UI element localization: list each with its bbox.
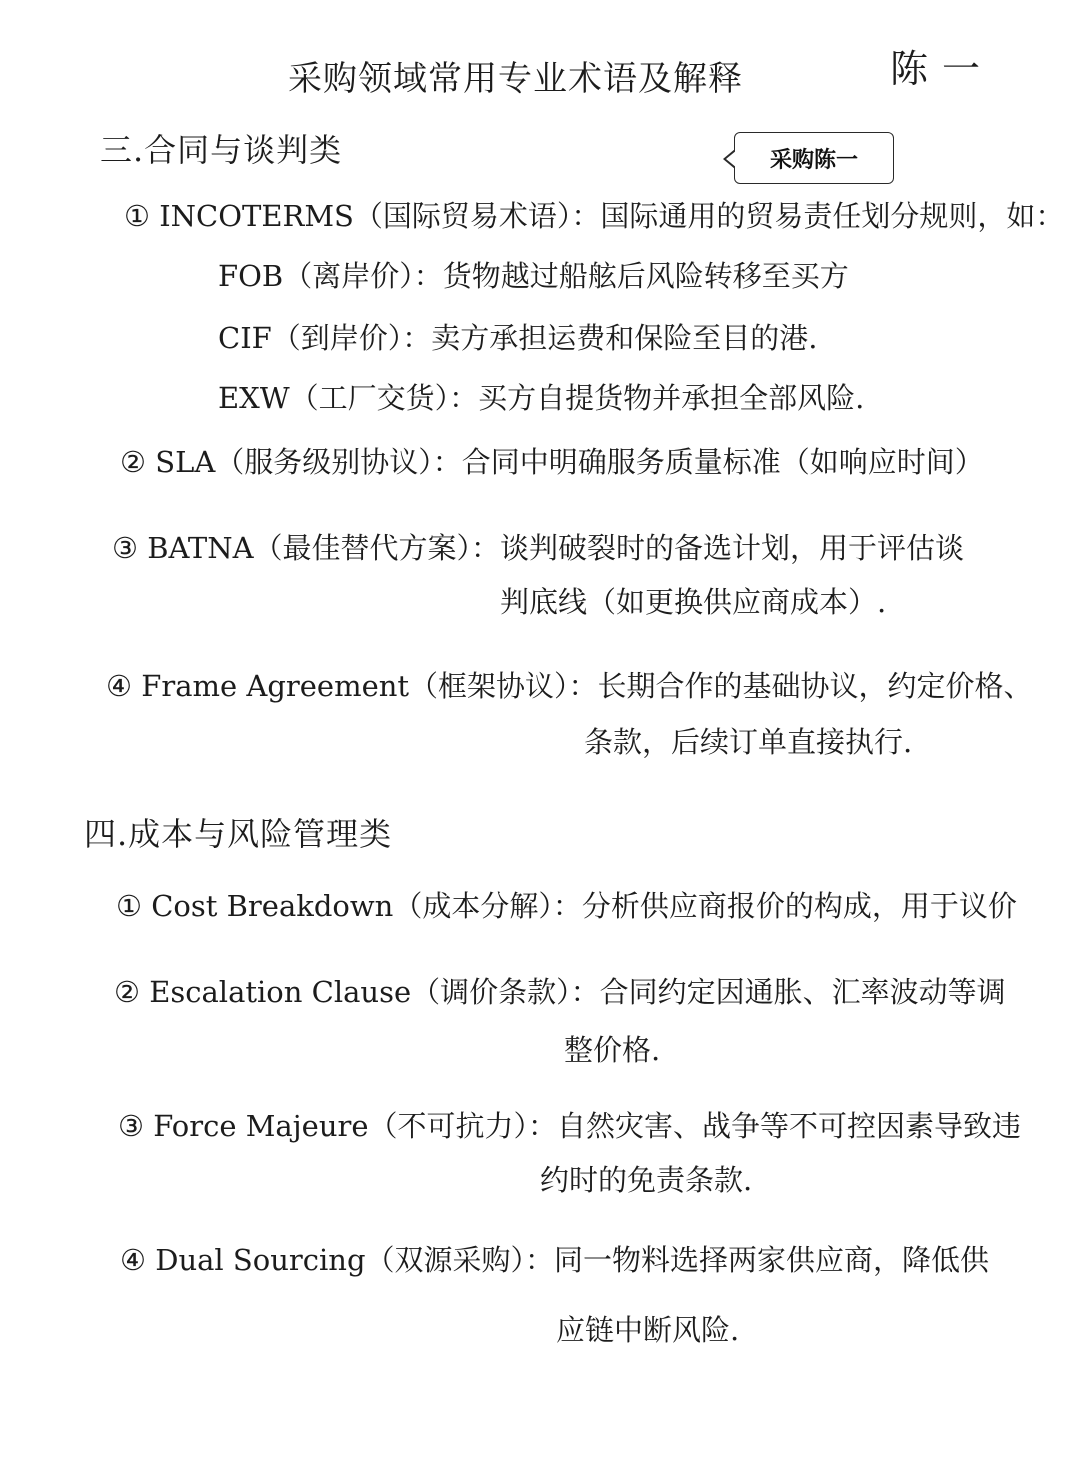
author-tag-sticker: 采购陈一 bbox=[734, 132, 894, 184]
section-heading-contract: 三.合同与谈判类 bbox=[100, 131, 343, 169]
term-escalation-clause: ② Escalation Clause（调价条款）：合同约定因通胀、汇率波动等调 bbox=[114, 975, 1006, 1009]
term-frame-agreement: ④ Frame Agreement（框架协议）：长期合作的基础协议，约定价格、 bbox=[106, 669, 1033, 703]
term-frame-agreement-continued: 条款，后续订单直接执行. bbox=[584, 725, 913, 759]
term-batna: ③ BATNA（最佳替代方案）：谈判破裂时的备选计划，用于评估谈 bbox=[112, 531, 965, 565]
term-incoterms: ① INCOTERMS（国际贸易术语）：国际通用的贸易责任划分规则，如： bbox=[124, 199, 1065, 233]
term-batna-continued: 判底线（如更换供应商成本）. bbox=[500, 585, 887, 619]
term-escalation-clause-continued: 整价格. bbox=[564, 1033, 661, 1067]
section-heading-cost-risk: 四.成本与风险管理类 bbox=[84, 815, 393, 853]
term-sla: ② SLA（服务级别协议）：合同中明确服务质量标准（如响应时间） bbox=[120, 445, 984, 479]
page-title: 采购领域常用专业术语及解释 bbox=[288, 59, 743, 99]
term-force-majeure: ③ Force Majeure（不可抗力）：自然灾害、战争等不可控因素导致违 bbox=[118, 1109, 1022, 1143]
term-force-majeure-continued: 约时的免责条款. bbox=[540, 1163, 753, 1197]
term-cost-breakdown: ① Cost Breakdown（成本分解）：分析供应商报价的构成，用于议价 bbox=[116, 889, 1017, 923]
author-name: 陈一 bbox=[890, 47, 995, 91]
term-dual-sourcing: ④ Dual Sourcing（双源采购）：同一物料选择两家供应商，降低供 bbox=[120, 1243, 990, 1277]
term-incoterms-fob: FOB（离岸价）：货物越过船舷后风险转移至买方 bbox=[218, 259, 849, 293]
term-incoterms-exw: EXW（工厂交货）：买方自提货物并承担全部风险. bbox=[218, 381, 865, 415]
term-dual-sourcing-continued: 应链中断风险. bbox=[556, 1313, 740, 1347]
term-incoterms-cif: CIF（到岸价）：卖方承担运费和保险至目的港. bbox=[218, 321, 818, 355]
